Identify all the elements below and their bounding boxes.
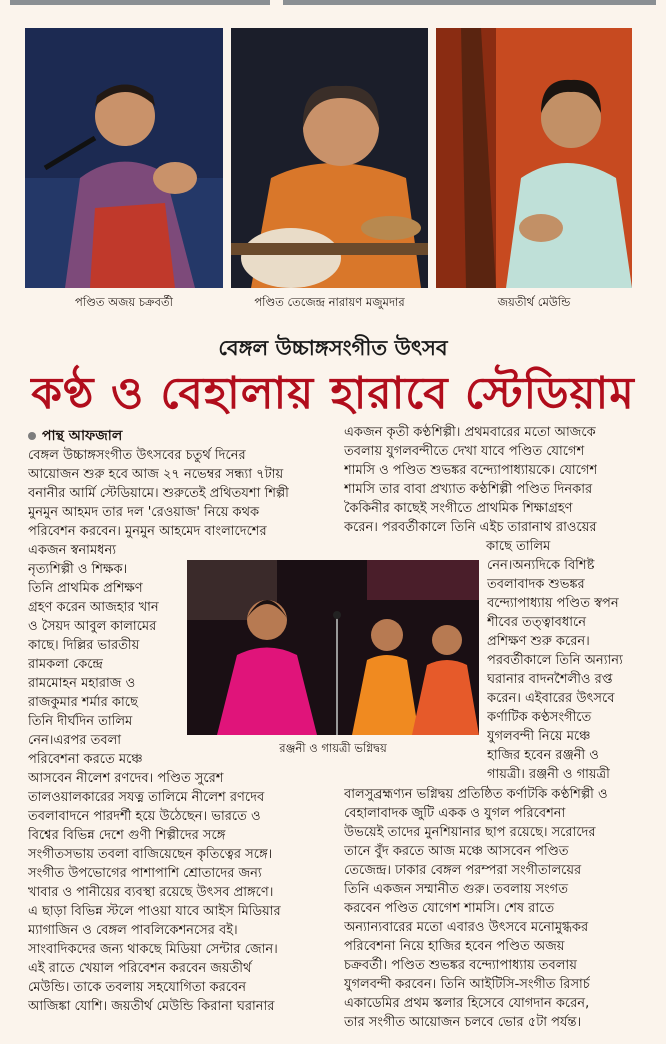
text-line: ঘরানার বাদনশৈলীও রপ্ত: [487, 672, 613, 687]
photo-caption: পণ্ডিত অজয় চক্রবর্তী: [75, 295, 173, 309]
text-line: একাডেমির প্রথম স্কলার হিসেবে যোগদান করেন,: [344, 996, 590, 1011]
text-line: তেজেন্দ্র। ঢাকার বেঙ্গল পরম্পরা সংগীতালয়ের: [344, 863, 582, 878]
text-line: করেন। পরবর্তীকালে তিনি এইচ তারানাথ রাওয়ের: [344, 520, 597, 535]
text-line: খাবার ও পানীয়ের ব্যবস্থা রয়েছে উৎসব প্রাঙ্গণে।: [28, 885, 274, 900]
text-line: আয়োজন শুরু হবে আজ ২৭ নভেম্বর সন্ধ্যা ৭টায়: [28, 467, 284, 482]
inset-photo-caption: রঞ্জনী ও গায়ত্রী ভগ্নিদ্বয়: [279, 741, 387, 755]
text-line: তবলাবাদক শুভঙ্কর: [487, 577, 585, 592]
text-line: গ্রহণ করেন আজহার খান: [28, 600, 159, 615]
headline: কণ্ঠ ও বেহালায় হারাবে স্টেডিয়াম: [31, 368, 635, 419]
text-line: তিনি একজন সম্মানীত গুরু। তবলায় সংগত: [344, 882, 568, 897]
text-line: যুগলবন্দী নিয়ে মঞ্চে: [487, 729, 591, 744]
text-line: মেউন্ডি। তাকে তবলায় সহযোগিতা করবেন: [28, 980, 246, 995]
text-line: আসবেন নীলেশ রণদেব। পণ্ডিত সুরেশ: [28, 771, 224, 786]
text-line: রামকলা কেন্দ্রে: [28, 657, 103, 672]
text-line: একজন স্বনামধন্য: [28, 543, 116, 558]
text-line: তিনি প্রাথমিক প্রশিক্ষণ: [28, 581, 143, 596]
text-line: তার সংগীত আয়োজন চলবে ভোর ৫টা পর্যন্ত।: [344, 1015, 582, 1030]
text-line: নেন।অন্যদিকে বিশিষ্ট: [487, 558, 595, 573]
bullet-icon: [28, 432, 36, 440]
column-1-bottom: [28, 769, 281, 1016]
author-name: পান্থ আফজাল: [42, 428, 123, 444]
vocalist-tanpura-photo: [436, 28, 632, 288]
text-line: হাজির হবেন রঞ্জনী ও: [487, 748, 599, 763]
singer-photo: [25, 28, 223, 288]
text-line: চক্রবর্তী। পণ্ডিত শুভঙ্কর বন্দ্যোপাধ্যায় তবলায়: [344, 958, 577, 973]
text-line: পরিবেশনা করতে মঞ্চে: [28, 752, 143, 767]
column-1-top: [28, 446, 289, 560]
sarod-player-photo: [231, 28, 428, 288]
text-line: শীবের তত্ত্বাবধানে: [487, 615, 586, 630]
kicker: বেঙ্গল উচ্চাঙ্গসংগীত উৎসব: [218, 336, 448, 360]
text-line: পরিবেশনা নিয়ে হাজির হবেন পণ্ডিত অজয়: [344, 939, 565, 954]
text-line: আজিঙ্কা যোশি। জয়তীর্থ মেউন্ডি কিরানা ঘরানার: [28, 999, 275, 1014]
text-line: প্রশিক্ষণ শুরু করেন।: [487, 634, 590, 649]
column-2-top: [344, 423, 597, 556]
text-line: তানে বুঁদ করতে আজ মঞ্চে আসবেন পণ্ডিত: [344, 844, 569, 859]
text-line: করেন। এইবারের উৎসবে: [487, 691, 615, 706]
text-line: কাছে। দিল্লির ভারতীয়: [28, 638, 140, 653]
text-line: সাংবাদিকদের জন্য থাকছে মিডিয়া সেন্টার জোন।: [28, 942, 278, 957]
text-line: রাজকুমার শর্মার কাছে: [28, 695, 138, 710]
text-line: বেঙ্গল উচ্চাঙ্গসংগীত উৎসবের চতুর্থ দিনের: [28, 448, 246, 463]
text-line: ও সৈয়দ আবুল কালামের: [28, 619, 157, 634]
text-line: বন্দ্যোপাধ্যায় পণ্ডিত স্বপন: [487, 596, 619, 611]
text-line: বিশ্বের বিভিন্ন দেশে গুণী শিল্পীদের সঙ্গে: [28, 828, 226, 843]
text-line: বেহালাবাদক জুটি একক ও যুগল পরিবেশনা: [344, 806, 566, 821]
text-line: কর্ণাটিক কণ্ঠসংগীতে: [487, 710, 592, 725]
text-line: পরিবেশন করবেন। মুনমুন আহমেদ বাংলাদেশের: [28, 524, 267, 539]
column-2-right: [487, 556, 623, 784]
photo-caption: পণ্ডিত তেজেন্দ্র নারায়ণ মজুমদার: [254, 295, 405, 309]
text-line: বনানীর আর্মি স্টেডিয়ামে। শুরুতেই প্রথিতযশা শিল্পী: [28, 486, 289, 501]
sisters-singing-photo: [187, 560, 479, 735]
text-line: রামমোহন মহারাজ ও: [28, 676, 136, 691]
text-line: একজন কৃতী কণ্ঠশিল্পী। প্রথমবারের মতো আজকে: [344, 425, 596, 440]
text-line: উভয়েই তাদের মুনশিয়ানার ছাপ রয়েছে। সরোদের: [344, 825, 596, 840]
byline: [28, 424, 122, 448]
text-line: এ ছাড়া বিভিন্ন স্টলে পাওয়া যাবে আইস মিডিয়ার: [28, 904, 281, 919]
text-line: বালসুব্রহ্মণ্যন ভগ্নিদ্বয় প্রতিষ্ঠিত কর্ণাটকি কণ্ঠশিল্পী ও: [344, 787, 608, 802]
photo-caption: জয়তীর্থ মেউন্ডি: [497, 295, 571, 309]
text-line: শামসি ও পণ্ডিত শুভঙ্কর বন্দ্যোপাধ্যায়কে। যোগেশ: [344, 463, 598, 478]
text-line: কৈকিনীর কাছেই সংগীতে প্রাথমিক শিক্ষাগ্রহণ: [344, 501, 573, 516]
text-line: ম্যাগাজিন ও বেঙ্গল পাবলিকেশনসের বই।: [28, 923, 238, 938]
text-line: তিনি দীর্ঘদিন তালিম: [28, 714, 133, 729]
text-line: নেন।এরপর তবলা: [28, 733, 122, 748]
text-line: পরবর্তীকালে তিনি অন্যান্য: [487, 653, 623, 668]
top-rule-right: [283, 0, 656, 5]
text-line: সংগীত উপভোগের পাশাপাশি শ্রোতাদের জন্য: [28, 866, 262, 881]
text-line: তবলাবাদনে পারদর্শী হয়ে উঠেছেন। ভারতে ও: [28, 809, 261, 824]
text-line: সংগীতসভায় তবলা বাজিয়েছেন কৃতিত্বের সঙ্গে।: [28, 847, 273, 862]
column-2-bottom: [344, 785, 608, 1032]
text-line: এই রাতে খেয়াল পরিবেশন করবেন জয়তীর্থ: [28, 961, 252, 976]
text-line: তালওয়ালকারের সযত্ন তালিমে নীলেশ রণদেব: [28, 790, 265, 805]
text-line: তবলায় যুগলবন্দীতে দেখা যাবে পণ্ডিত যোগেশ: [344, 444, 585, 459]
text-line: কাছে তালিম: [486, 539, 551, 554]
top-rule-left: [10, 0, 270, 5]
text-line: নৃত্যশিল্পী ও শিক্ষক।: [28, 562, 128, 577]
text-line: শামসি তার বাবা প্রখ্যাত কণ্ঠশিল্পী পণ্ডিত দিনকার: [344, 482, 593, 497]
text-line: করবেন পণ্ডিত যোগেশ শামসি। শেষ রাতে: [344, 901, 555, 916]
text-line: অন্যান্যবারের মতো এবারও উৎসবে মনোমুগ্ধকর: [344, 920, 589, 935]
column-1-left: [28, 560, 159, 769]
text-line: মুনমুন আহমদ তার দল 'রেওয়াজ' নিয়ে কথক: [28, 505, 260, 520]
text-line: গায়ত্রী। রঞ্জনী ও গায়ত্রী: [487, 767, 610, 782]
text-line: যুগলবন্দী করবেন। তিনি আইটিসি-সংগীত রিসার্চ: [344, 977, 590, 992]
